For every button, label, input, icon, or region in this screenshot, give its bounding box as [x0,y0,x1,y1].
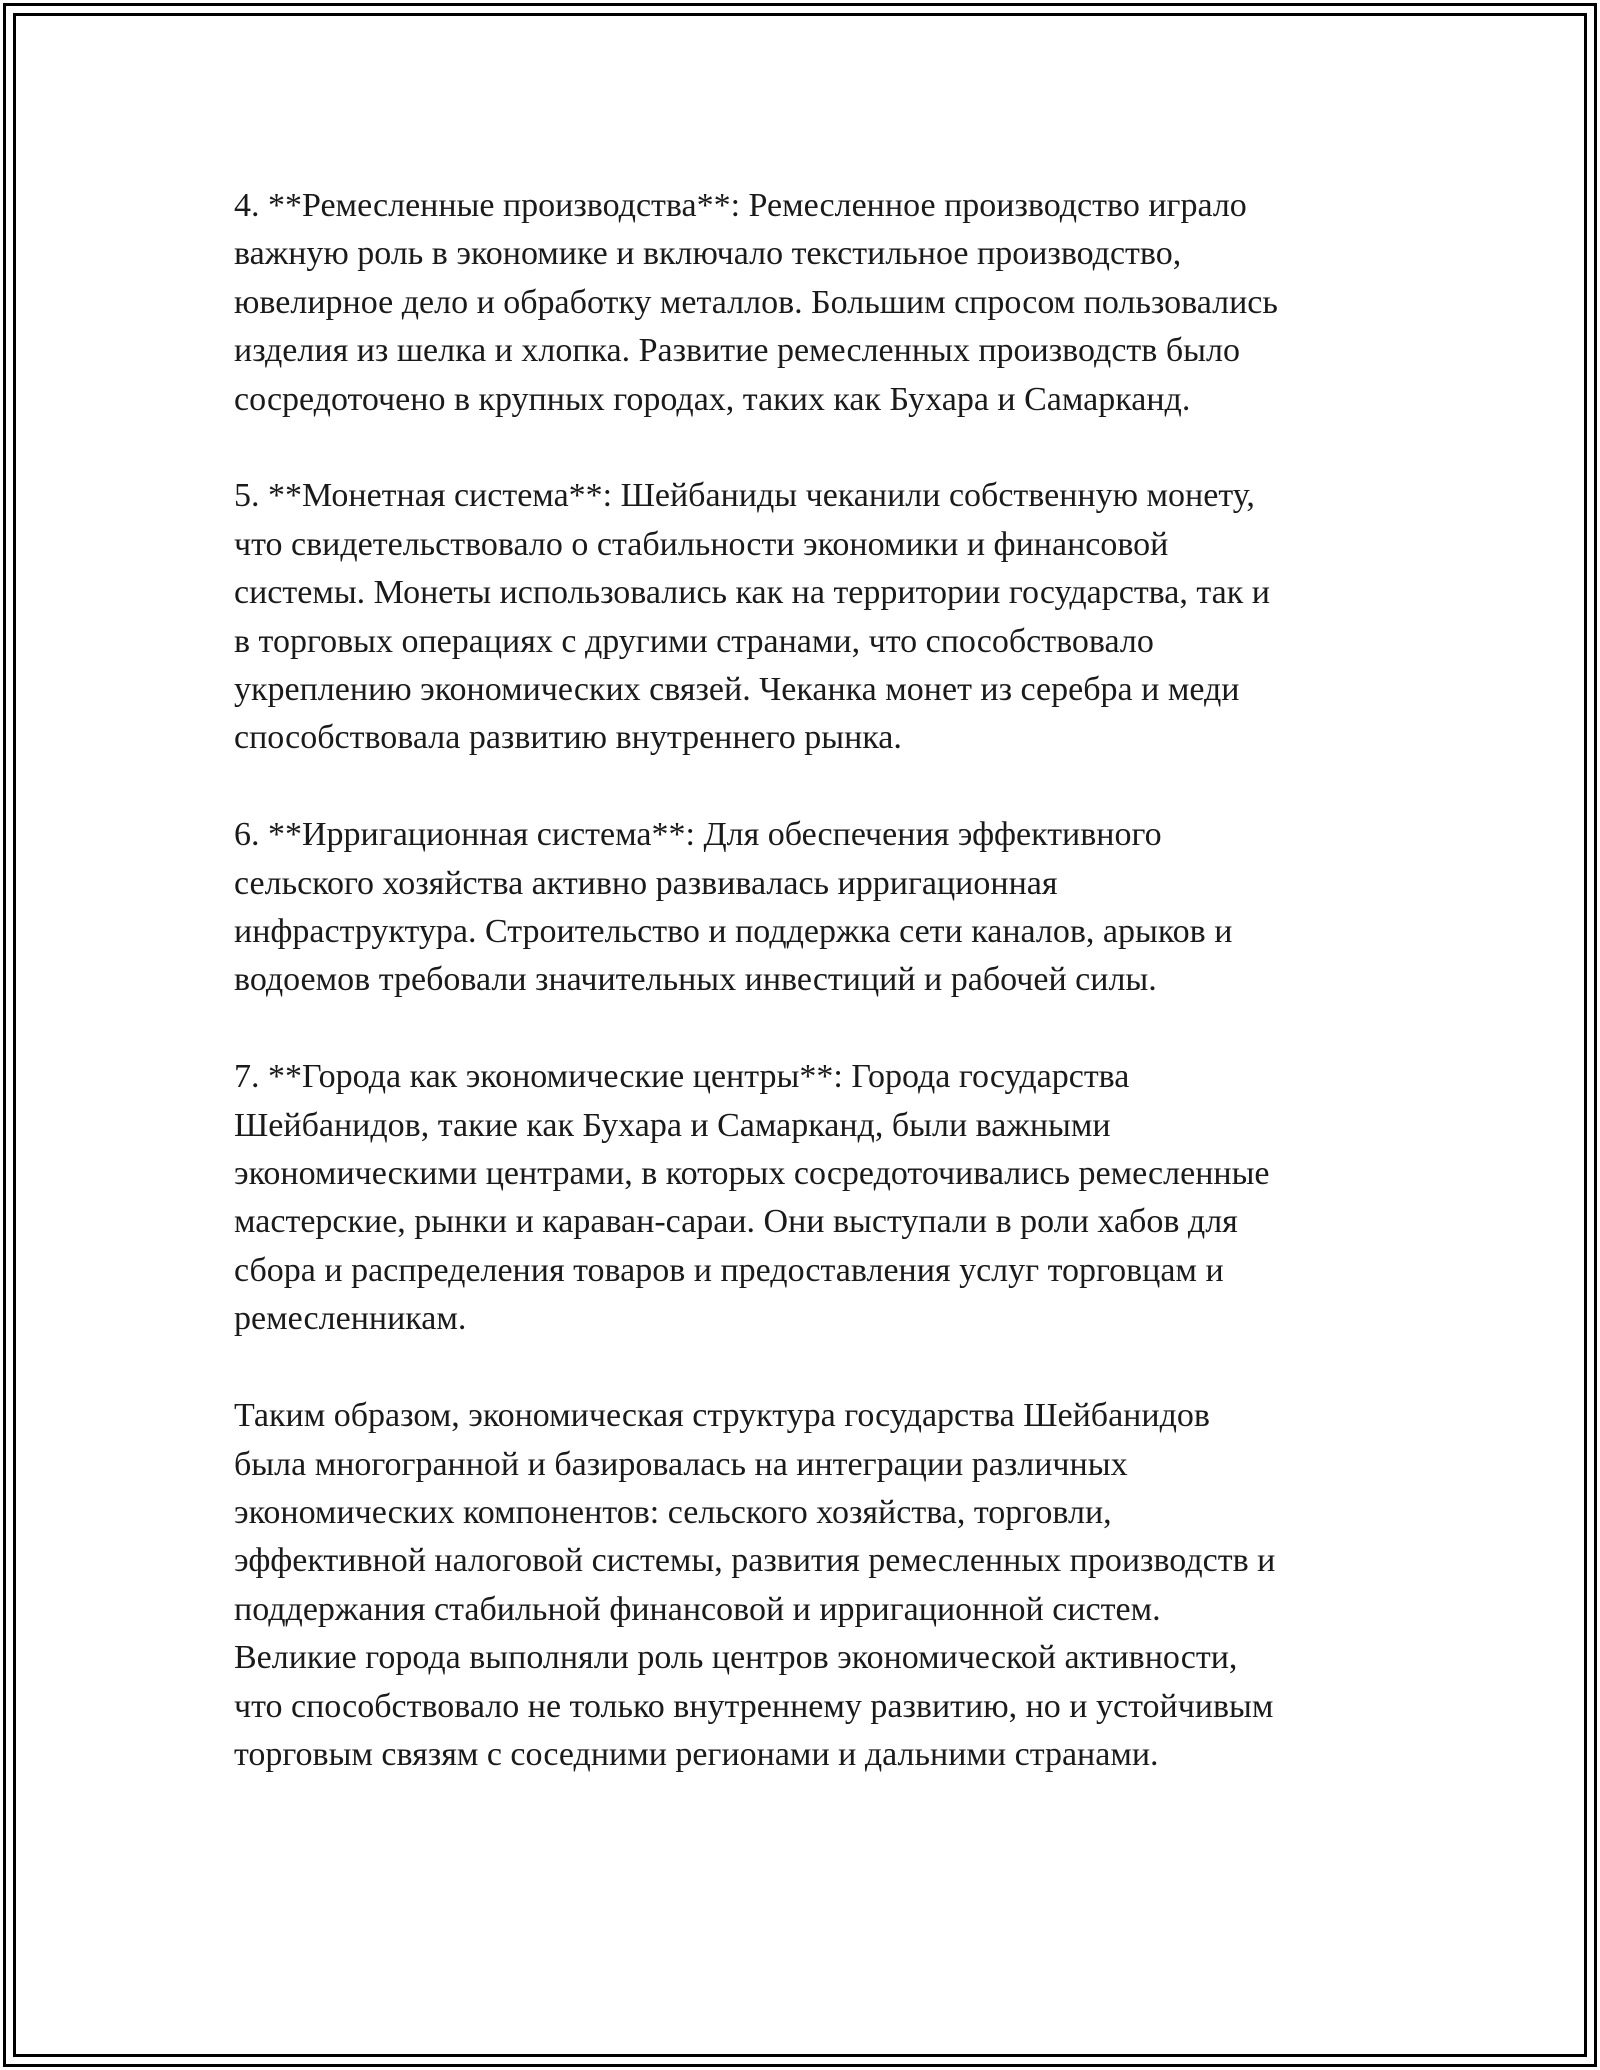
document-body [234,182,1384,1779]
paragraph-crafts: 4. **Ремесленные производства**: Ремесленное производство играло важную роль в экономике и включало текстильное производство, ювелирное дело и обработку металлов. Большим спросом пользовались изделия из шелка и хлопка. Развитие ремесленных производств было сосредоточено в крупных городах, таких как Бухара и Самарканд. [234,187,1278,418]
paragraph-cities: 7. **Города как экономические центры**: Города государства Шейбанидов, такие как Бухара и Самарканд, были важными экономическими центрами, в которых сосредоточивались ремесленные мастерские, рынки и караван-сараи. Они выступали в роли хабов для сбора и распределения товаров и предоставления услуг торговцам и ремесленникам. [234,1058,1270,1338]
paragraph-conclusion: Таким образом, экономическая структура государства Шейбанидов была многогранной и базировалась на интеграции различных экономических компонентов: сельского хозяйства, торговли, эффективной налоговой системы, развития ремесленных производств и поддержания стабильной финансовой и ирригационной систем. Великие города выполняли роль центров экономической активности, что способствовало не только внутреннему развитию, но и устойчивым торговым связям с соседними регионами и дальними странами. [234,1397,1276,1773]
paragraph-irrigation-system: 6. **Ирригационная система**: Для обеспечения эффективного сельского хозяйства активно развивалась ирригационная инфраструктура. Строительство и поддержка сети каналов, арыков и водоемов требовали значительных инвестиций и рабочей силы. [234,816,1233,999]
paragraph-monetary-system: 5. **Монетная система**: Шейбаниды чеканили собственную монету, что свидетельствовало о стабильности экономики и финансовой системы. Монеты использовались как на территории государства, так и в торговых операциях с другими странами, что способствовало укреплению экономических связей. Чеканка монет из серебра и меди способствовала развитию внутреннего рынка. [234,477,1270,757]
